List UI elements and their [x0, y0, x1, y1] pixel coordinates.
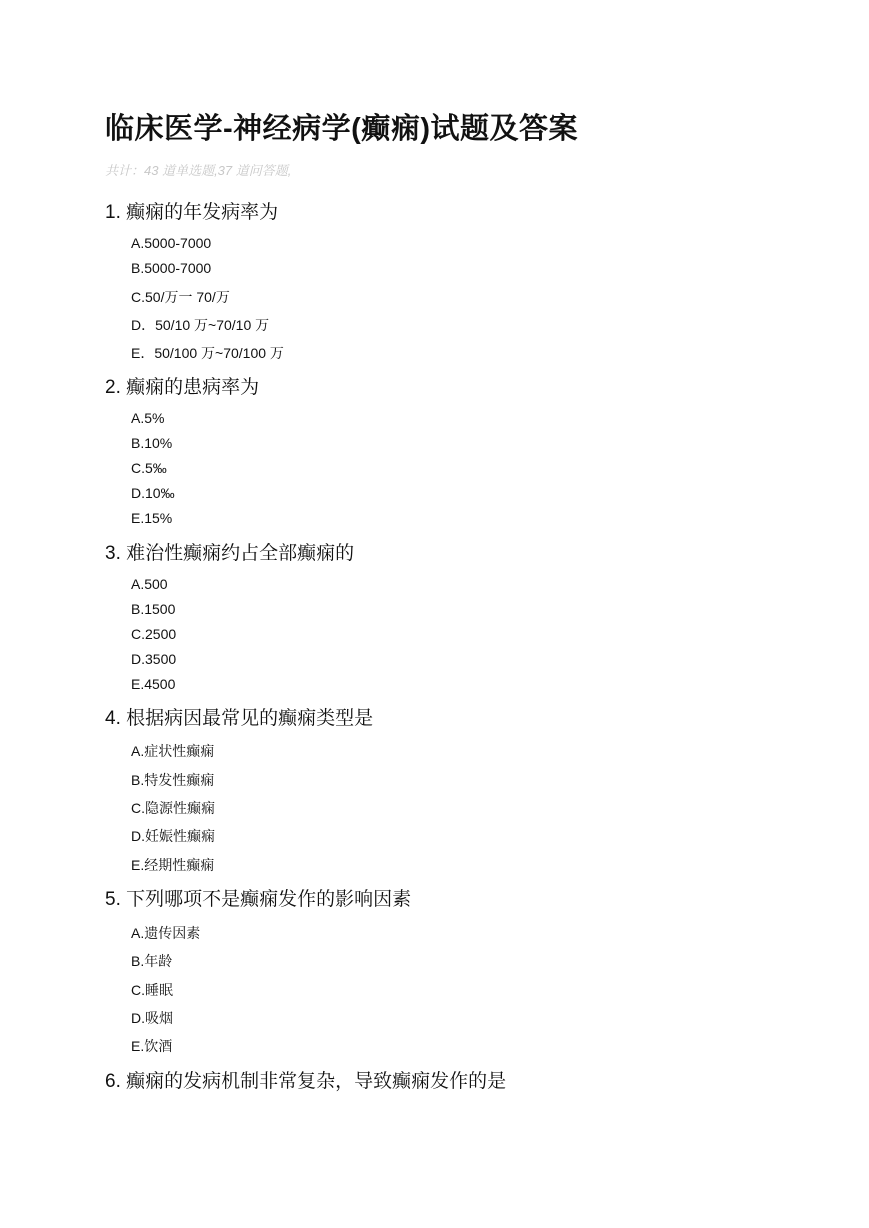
question-2-option-d: D.10‰ [131, 485, 175, 501]
question-3-option-d: D.3500 [131, 651, 177, 667]
question-2: 2. 癫痫的患病率为 [105, 377, 260, 398]
question-3: 3. 难治性癫痫约占全部癫痫的 [105, 543, 355, 564]
page-title: 临床医学-神经病学(癫痫)试题及答案 [105, 113, 578, 145]
question-1-option-b: B.5000-7000 [131, 260, 212, 276]
question-4-option-e: E.经期性癫痫 [131, 857, 215, 873]
question-1-option-c: C.50/万一 70/万 [131, 289, 230, 305]
question-6: 6. 癫痫的发病机制非常复杂，导致癫痫发作的是 [105, 1071, 507, 1092]
question-3-option-c: C.2500 [131, 626, 177, 642]
question-5: 5. 下列哪项不是癫痫发作的影响因素 [105, 889, 412, 910]
question-2-option-b: B.10% [131, 435, 173, 451]
question-5-option-e: E.饮酒 [131, 1038, 173, 1054]
question-5-option-d: D.吸烟 [131, 1010, 173, 1026]
question-2-option-a: A.5% [131, 410, 165, 426]
question-2-option-c: C.5‰ [131, 460, 167, 476]
question-3-option-b: B.1500 [131, 601, 176, 617]
question-4-option-d: D.妊娠性癫痫 [131, 828, 215, 844]
question-3-option-a: A.500 [131, 576, 168, 592]
question-1-option-e: E．50/100 万~70/100 万 [131, 345, 284, 361]
question-1: 1. 癫痫的年发病率为 [105, 202, 279, 223]
question-2-option-e: E.15% [131, 510, 173, 526]
question-5-option-b: B.年龄 [131, 953, 173, 969]
question-4-option-b: B.特发性癫痫 [131, 772, 215, 788]
question-summary: 共计：43 道单选题,37 道问答题, [105, 163, 292, 178]
question-4-option-c: C.隐源性癫痫 [131, 800, 215, 816]
question-1-option-a: A.5000-7000 [131, 235, 212, 251]
question-3-option-e: E.4500 [131, 676, 176, 692]
question-1-option-d: D．50/10 万~70/10 万 [131, 317, 270, 333]
question-4: 4. 根据病因最常见的癫痫类型是 [105, 708, 374, 729]
question-5-option-c: C.睡眠 [131, 982, 173, 998]
question-4-option-a: A.症状性癫痫 [131, 743, 215, 759]
question-5-option-a: A.遗传因素 [131, 925, 201, 941]
